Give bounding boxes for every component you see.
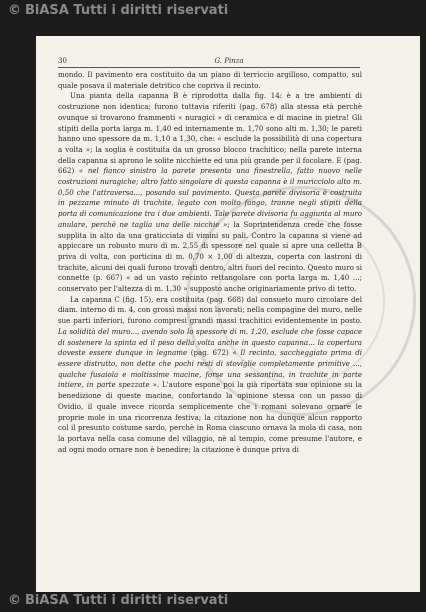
italic-text-run: « nel fianco sinistro la parete presenta una finestrella, fatto nuovo nelle costruzioni nuragiche; altro fatto singolare di questa capanna è il muricciolo alto m. 0,50 che l'attraversa..., posando sul pavimento. Questa parete divisoria è costruita in pezzame minuto di trachite, legato con molto fango, tranne negli stipiti della porta di comunicazione tra i due ambienti. Tale parete divisoria fu aggiunta al muro anulare, perchè ne taglia una delle nicchie »	[58, 166, 362, 229]
paragraph	[58, 91, 362, 294]
text-run: mondo. Il pavimento era costituito da un piano di terriccio argilloso, compatto, sul quale posava il materiale detritico che copriva il recinto.	[58, 70, 362, 90]
italic-text-run: La solidità del muro..., avendo solo lo spessore di m. 1,20, esclude che fosse capace di sostenere la spinta ed il peso della volta anche in questo capanna... la copertura doveste essere dunque in legname	[58, 326, 362, 358]
copyright-symbol: ©	[8, 593, 21, 608]
text-run: ; la Soprintendenza crede che fosse supplita in alto da una graticciata di vimini su pali. Contro la capanna si viene ad appiccare un robusto muro di m. 2,55 di spessore nel quale si apre una celletta B priva di volta, con porticina di m. 0,70 × 1,00 di altezza, coperta con lastroni di trachite, alcuni dei quali furono trovati dentro, altri fuori del recinto. Questo muro si connette (p. 667) « ad un vasto recinto rettangolare con porta larga m. 1,40 ...; conservato per l'altezza di m. 1,30 » supposto anche originariamente privo di tetto.	[58, 219, 362, 294]
text-run: (pag. 672) «	[187, 348, 241, 358]
text-run: La capanna C (fig. 15), era costituita (pag. 668) dal consueto muro circolare del diam. interno di m. 4, con grossi massi non lavorati; nella compagine del muro, nelle sue parti inferiori, furono compresi grandi massi trachitici evidentemente in posto.	[58, 294, 362, 326]
watermark-top	[0, 0, 426, 22]
paragraph	[58, 295, 362, 456]
page-header	[58, 57, 360, 68]
copyright-symbol: ©	[8, 3, 21, 18]
watermark-text: BiASA Tutti i diritti riservati	[25, 593, 229, 608]
page-number: 30	[58, 57, 67, 65]
body-text	[58, 70, 362, 455]
text-run: Una pianta della capanna B è riprodotta dalla fig. 14: è a tre ambienti di costruzione non identica; furono tuttavia riferiti (pag. 678) alla stessa età perchè ovunque si trovarono frammenti « nuragici » di ceramica e di macine in pietra! Gli stipiti della porta larga m. 1,40 ed internamente m. 1,70 sono alti m. 1,30; le pareti hanno uno spessore da m. 1,10 a 1,30, che: « esclude la possibilità di una copertura a volta »; la soglia è costituita da un grosso blocco trachitico; nella parete interna della capanna si aprono le solite nicchiette ed una più grande per il focolare. E (pag. 662)	[58, 91, 362, 176]
italic-text-run: Il recinto, saccheggiato prima di essere distrutto, non dette che pochi resti di stoviglie completamente primitive ..., qualche fusaiola e moltissime macine, forse una sessantina, in trachite in parte intiere, in parte spezzate	[58, 348, 363, 390]
watermark-bottom	[0, 590, 426, 612]
paragraph	[58, 70, 362, 91]
watermark-text: BiASA Tutti i diritti riservati	[25, 3, 229, 18]
running-title: G. Pinza	[214, 57, 244, 65]
text-run: ». L'autore espone poi la già riportata sua opinione su la benedizione di queste macine, confortando la opinione stessa con un passo di Ovidio, il quale invece ricorda semplicemente che i romani solevano ornare le proprie mole in una ricorrenza festiva; la citazione non ha dunque alcun rapporto col il presunto costume sardo, perchè in Roma ciascuno ornava la mola di casa, non la portava nella casa comune del villaggio, nè al tempio, come presume l'autore, e ad ogni modo ornare non è benedire; la citazione è dunque priva di	[58, 380, 362, 454]
